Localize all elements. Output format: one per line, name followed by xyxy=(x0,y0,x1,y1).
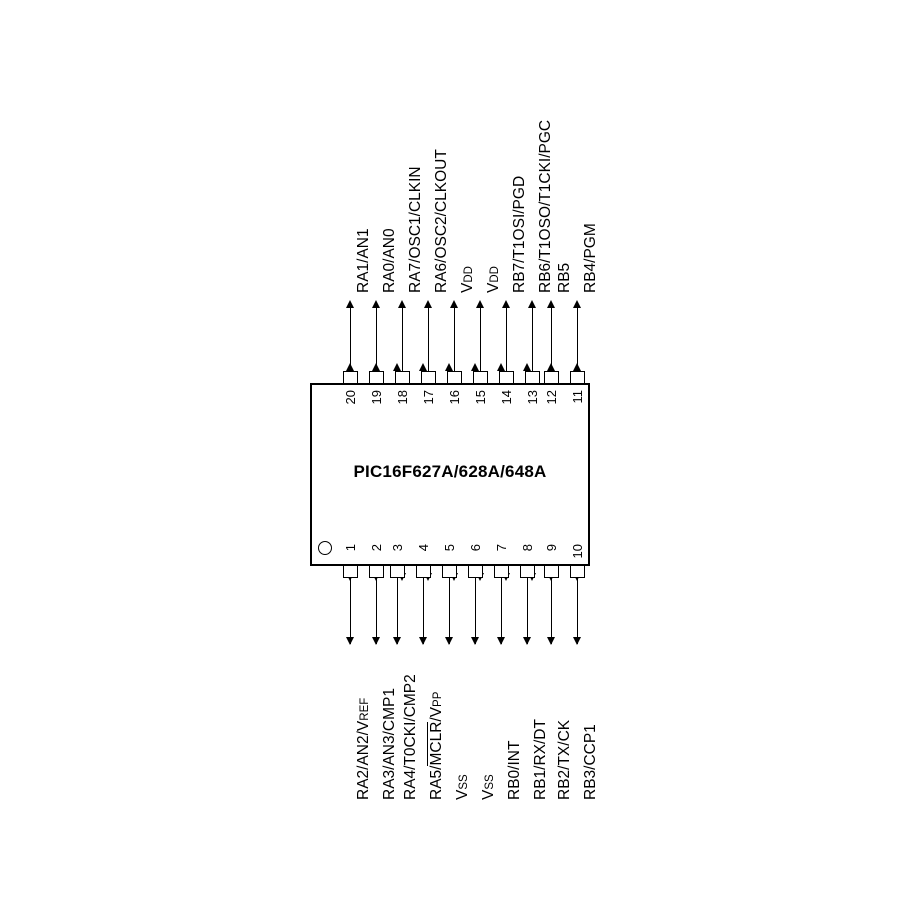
pin-pad-2 xyxy=(369,565,384,578)
pin-number-7: 7 xyxy=(494,544,509,552)
pin-arrow-outer-11 xyxy=(573,300,581,308)
pin-pad-15 xyxy=(473,371,488,384)
pin-lead-6 xyxy=(475,578,476,644)
pin-arrow-inner-10 xyxy=(573,363,581,371)
pin-1-marker-icon xyxy=(318,541,332,555)
pin-lead-19 xyxy=(376,305,377,371)
pin-arrow-outer-10 xyxy=(573,637,581,645)
pin-number-9: 9 xyxy=(544,544,559,552)
pin-pad-7 xyxy=(494,565,509,578)
pin-number-11: 11 xyxy=(570,390,585,404)
pin-arrow-outer-17 xyxy=(424,300,432,308)
pin-arrow-outer-14 xyxy=(502,300,510,308)
pin-arrow-inner-5 xyxy=(445,363,453,371)
pin-signal-label-9: RB2/TX/CK xyxy=(556,719,573,800)
pin-number-3: 3 xyxy=(390,544,405,552)
pin-lead-1 xyxy=(350,578,351,644)
pin-arrow-outer-18 xyxy=(398,300,406,308)
pin-signal-label-15: VDD xyxy=(485,266,502,293)
pin-lead-16 xyxy=(454,305,455,371)
pin-pad-17 xyxy=(421,371,436,384)
pin-number-5: 5 xyxy=(442,544,457,552)
pin-number-20: 20 xyxy=(343,390,358,405)
pin-arrow-inner-6 xyxy=(471,363,479,371)
pin-arrow-outer-1 xyxy=(346,637,354,645)
pin-pad-8 xyxy=(520,565,535,578)
pin-signal-label-18: RA7/OSC1/CLKIN xyxy=(407,166,424,293)
pin-arrow-outer-13 xyxy=(528,300,536,308)
pin-signal-label-13: RB6/T1OSO/T1CKI/PGC xyxy=(537,119,554,293)
pin-signal-label-12: RB5 xyxy=(556,262,573,293)
pin-signal-label-2: RA3/AN3/CMP1 xyxy=(381,688,398,800)
pin-number-6: 6 xyxy=(468,544,483,552)
pin-lead-12 xyxy=(551,305,552,371)
pin-lead-5 xyxy=(449,578,450,644)
pin-signal-label-3: RA4/T0CKI/CMP2 xyxy=(402,674,419,800)
pin-arrow-outer-6 xyxy=(471,637,479,645)
pin-arrow-inner-7 xyxy=(497,363,505,371)
pin-pad-10 xyxy=(570,565,585,578)
pin-arrow-inner-2 xyxy=(372,363,380,371)
pin-signal-label-16: VDD xyxy=(459,266,476,293)
pin-pad-16 xyxy=(447,371,462,384)
pin-number-14: 14 xyxy=(499,390,514,405)
pin-signal-label-4: RA5/MCLR/VPP xyxy=(428,691,445,800)
pin-pad-9 xyxy=(544,565,559,578)
pin-lead-8 xyxy=(527,578,528,644)
pin-arrow-outer-3 xyxy=(393,637,401,645)
pin-number-17: 17 xyxy=(421,390,436,405)
pin-lead-15 xyxy=(480,305,481,371)
pin-lead-10 xyxy=(577,578,578,644)
pin-lead-2 xyxy=(376,578,377,644)
pin-arrow-outer-15 xyxy=(476,300,484,308)
pin-arrow-inner-4 xyxy=(419,363,427,371)
pin-lead-3 xyxy=(397,578,398,644)
pin-arrow-inner-9 xyxy=(547,363,555,371)
pin-arrow-inner-3 xyxy=(393,363,401,371)
pin-number-15: 15 xyxy=(473,390,488,405)
pin-number-8: 8 xyxy=(520,544,535,552)
pin-arrow-outer-19 xyxy=(372,300,380,308)
pin-number-1: 1 xyxy=(343,544,358,552)
pin-pad-1 xyxy=(343,565,358,578)
pin-signal-label-1: RA2/AN2/VREF xyxy=(355,697,372,800)
pin-signal-label-5: VSS xyxy=(454,774,471,800)
pin-lead-7 xyxy=(501,578,502,644)
pin-signal-label-8: RB1/RX/DT xyxy=(532,719,549,800)
pin-arrow-outer-7 xyxy=(497,637,505,645)
pin-signal-label-14: RB7/T1OSI/PGD xyxy=(511,175,528,293)
pin-lead-17 xyxy=(428,305,429,371)
pin-arrow-outer-20 xyxy=(346,300,354,308)
pin-signal-label-19: RA0/AN0 xyxy=(381,228,398,293)
pin-signal-label-11: RB4/PGM xyxy=(582,223,599,293)
pin-number-19: 19 xyxy=(369,390,384,405)
pin-lead-20 xyxy=(350,305,351,371)
pin-lead-4 xyxy=(423,578,424,644)
pin-lead-18 xyxy=(402,305,403,371)
pin-signal-label-7: RB0/INT xyxy=(506,740,523,800)
pin-pad-14 xyxy=(499,371,514,384)
pin-number-13: 13 xyxy=(525,390,540,405)
pin-number-12: 12 xyxy=(544,390,559,405)
pin-arrow-inner-1 xyxy=(346,363,354,371)
pin-arrow-outer-5 xyxy=(445,637,453,645)
pin-lead-9 xyxy=(551,578,552,644)
pin-arrow-outer-12 xyxy=(547,300,555,308)
pin-pad-12 xyxy=(544,371,559,384)
pin-arrow-outer-8 xyxy=(523,637,531,645)
pin-arrow-outer-2 xyxy=(372,637,380,645)
pin-signal-label-20: RA1/AN1 xyxy=(355,228,372,293)
pin-number-4: 4 xyxy=(416,544,431,552)
pin-signal-label-17: RA6/OSC2/CLKOUT xyxy=(433,149,450,293)
pin-signal-label-6: VSS xyxy=(480,774,497,800)
pin-pad-11 xyxy=(570,371,585,384)
pin-lead-13 xyxy=(532,305,533,371)
pin-lead-14 xyxy=(506,305,507,371)
pin-arrow-inner-8 xyxy=(523,363,531,371)
pin-pad-4 xyxy=(416,565,431,578)
pin-number-18: 18 xyxy=(395,390,410,405)
pin-pad-6 xyxy=(468,565,483,578)
chip-part-number-label: PIC16F627A/628A/648A xyxy=(353,462,547,481)
pin-arrow-outer-4 xyxy=(419,637,427,645)
pin-pad-5 xyxy=(442,565,457,578)
pin-number-2: 2 xyxy=(369,544,384,552)
pin-lead-11 xyxy=(577,305,578,371)
pin-arrow-outer-9 xyxy=(547,637,555,645)
pin-pad-20 xyxy=(343,371,358,384)
pin-number-10: 10 xyxy=(570,544,585,559)
pin-pad-13 xyxy=(525,371,540,384)
pin-number-16: 16 xyxy=(447,390,462,405)
pin-pad-19 xyxy=(369,371,384,384)
pin-pad-18 xyxy=(395,371,410,384)
pin-pad-3 xyxy=(390,565,405,578)
pin-signal-label-10: RB3/CCP1 xyxy=(582,724,599,800)
pin-arrow-outer-16 xyxy=(450,300,458,308)
